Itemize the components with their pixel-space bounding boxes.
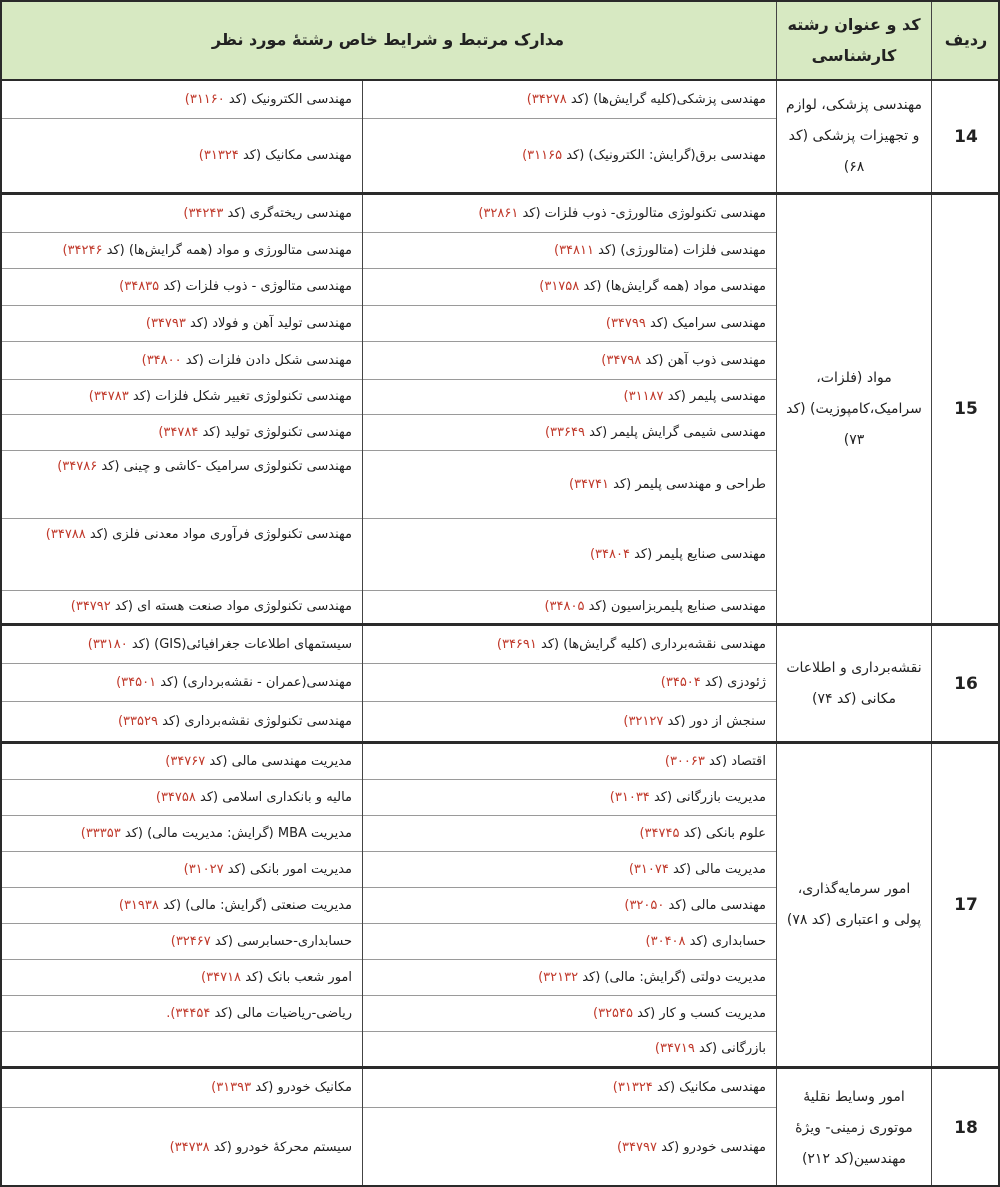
major-name: مهندسی شکل دادن فلزات (کد — [185, 352, 352, 368]
major-name: مهندسی تکنولوژی تغییر شکل فلزات (کد — [132, 389, 352, 404]
list-item — [0, 1031, 362, 1066]
other-majors-column — [0, 744, 362, 1066]
major-entry — [646, 931, 766, 953]
row-divider — [0, 623, 1000, 626]
major-name: مهندسی ریخته‌گری (کد — [227, 205, 352, 221]
major-code: ۳۴۷۹۸) — [601, 352, 642, 368]
major-entry — [118, 711, 352, 733]
list-item — [0, 1107, 362, 1187]
list-item — [0, 590, 362, 623]
list-item — [0, 81, 362, 118]
major-name: مهندسی تکنولوژی متالورژی- ذوب فلزات (کد — [522, 205, 766, 221]
major-name: مهندسی تکنولوژی نقشه‌برداری (کد — [162, 713, 352, 729]
list-item — [0, 923, 362, 959]
header-row-number: ردیف — [944, 30, 988, 49]
field-title: نقشه‌برداری و اطلاعات مکانی (کد ۷۴) — [776, 626, 932, 741]
major-code: ۳۴۷۴۱) — [569, 476, 609, 492]
list-item — [363, 887, 776, 923]
major-name: مهندسی(عمران - نقشه‌برداری) (کد — [160, 674, 352, 690]
table-row — [0, 626, 1000, 741]
list-item — [0, 195, 362, 232]
list-item — [0, 851, 362, 887]
major-code: ۳۲۸۶۱) — [478, 205, 519, 221]
major-name: طراحی و مهندسی پلیمر (کد — [613, 476, 766, 492]
other-majors-column — [0, 1069, 362, 1187]
table-row — [0, 1069, 1000, 1187]
major-name: مهندسی متالورژی و مواد (همه گرایش‌ها) (کد — [106, 242, 352, 258]
field-title: امور وسایط نقلیهٔ موتوری زمینی- ویژهٔ مهندسین(کد ۲۱۲) — [776, 1069, 932, 1187]
major-entry — [88, 634, 352, 656]
major-entry — [116, 672, 352, 694]
major-entry — [639, 823, 766, 845]
field-title: امور سرمایه‌گذاری، پولی و اعتباری (کد ۷۸) — [776, 744, 932, 1066]
major-code: ۳۴۷۹۹) — [605, 315, 646, 331]
major-name: مهندسی صنایع پلیمربزاسیون (کد — [588, 599, 766, 614]
major-name: مهندسی فلزات (متالورژی) (کد — [598, 242, 766, 258]
major-name: مهندسی پلیمر (کد — [667, 389, 766, 404]
major-name: مهندسی ذوب آهن (کد — [645, 352, 766, 368]
major-code: ۳۴۸۳۵) — [119, 279, 160, 294]
major-code: ۳۱۰۷۴) — [628, 861, 669, 877]
table-row — [0, 81, 1000, 192]
major-name: مهندسی مکانیک (کد — [242, 147, 352, 163]
major-code: ۳۴۵۰۱) — [116, 674, 157, 690]
row-number: 18 — [954, 1118, 978, 1138]
major-code: ۳۴۷۸۸) — [45, 527, 86, 542]
list-item — [363, 815, 776, 851]
list-item — [0, 1069, 362, 1107]
major-code: ۳۴۷۴۵) — [639, 825, 680, 841]
major-code: ۳۳۵۲۹) — [117, 713, 158, 729]
major-name: مدیریت دولتی (گرایش: مالی) (کد — [582, 969, 766, 985]
major-name: علوم بانکی (کد — [683, 825, 766, 841]
major-entry — [199, 145, 352, 167]
major-entry — [57, 456, 352, 478]
list-item — [363, 851, 776, 887]
header-related-documents: مدارک مرتبط و شرایط خاص رشتهٔ مورد نظر — [211, 30, 565, 49]
major-entry — [610, 787, 766, 809]
major-entry — [142, 350, 352, 372]
major-name: مهندسی برق(گرایش: الکترونیک) (کد — [566, 147, 766, 163]
list-item — [363, 779, 776, 815]
row-divider — [0, 192, 1000, 195]
major-name: مهندسی متالوژی - ذوب فلزات (کد — [163, 279, 352, 294]
table-row — [0, 744, 1000, 1066]
major-name: سیستم محرکهٔ خودرو (کد — [213, 1139, 352, 1155]
major-name: مهندسی تکنولوژی سرامیک -کاشی و چینی (کد — [101, 459, 352, 474]
major-entry — [166, 1003, 352, 1025]
major-name: مهندسی شیمی گرایش پلیمر (کد — [589, 424, 766, 440]
major-entry — [538, 967, 766, 989]
major-code: ۳۱۹۳۸) — [118, 897, 159, 913]
list-item — [363, 305, 776, 341]
major-name: مالیه و بانکداری اسلامی (کد — [200, 789, 352, 805]
major-entry — [590, 544, 766, 566]
major-entry — [46, 524, 352, 546]
list-item — [363, 414, 776, 450]
major-code: ۳۰۰۶۳) — [664, 753, 705, 769]
list-item — [0, 305, 362, 341]
list-item — [363, 341, 776, 379]
major-code: ۳۱۳۲۴) — [198, 147, 239, 163]
row-number: 17 — [954, 895, 978, 915]
major-code: ۳۴۸۱۱) — [554, 242, 594, 258]
list-item — [0, 959, 362, 995]
list-item — [363, 268, 776, 305]
list-item — [363, 118, 776, 192]
major-entry — [171, 931, 352, 953]
major-entry — [601, 350, 766, 372]
major-entry — [539, 276, 766, 298]
major-name: مدیریت بازرگانی (کد — [653, 789, 766, 805]
major-name: مهندسی نقشه‌برداری (کلیه گرایش‌ها) (کد — [541, 636, 766, 652]
major-code: ۳۴۷۸۳) — [88, 389, 129, 404]
table-header — [0, 0, 1000, 79]
major-name: مهندسی سرامیک (کد — [650, 315, 766, 331]
list-item — [0, 815, 362, 851]
major-entry — [89, 386, 352, 408]
major-name: مهندسی مواد (همه گرایش‌ها) (کد — [583, 279, 766, 294]
list-item — [363, 590, 776, 623]
major-entry — [146, 313, 352, 335]
major-name: سنجش از دور (کد — [667, 713, 766, 729]
list-item — [0, 118, 362, 192]
major-code: ۳۳۱۸۰) — [87, 636, 128, 652]
field-title: مواد (فلزات، سرامیک،کامپوزیت) (کد ۷۳) — [776, 195, 932, 623]
major-name: امور شعب بانک (کد — [245, 969, 352, 985]
major-name: مهندسی پزشکی(کلیه گرایش‌ها) (کد — [570, 91, 766, 107]
major-entry — [527, 89, 766, 111]
major-code: ۳۱۰۳۴) — [609, 789, 650, 805]
major-entry — [554, 240, 766, 262]
major-entry — [545, 422, 766, 444]
major-name: مدیریت کسب و کار (کد — [637, 1005, 766, 1021]
major-entry — [211, 1077, 352, 1099]
major-name: مدیریت مهندسی مالی (کد — [209, 753, 352, 769]
list-item — [0, 379, 362, 414]
major-entry — [156, 787, 352, 809]
major-code: ۳۱۱۶۵) — [522, 147, 563, 163]
other-majors-column — [0, 195, 362, 623]
list-item — [0, 701, 362, 741]
major-code: ۳۴۷۹۳) — [145, 315, 186, 331]
major-entry — [183, 203, 352, 225]
major-name: مهندسی الکترونیک (کد — [228, 91, 352, 107]
list-item — [363, 959, 776, 995]
list-item — [363, 379, 776, 414]
row-number: 15 — [954, 399, 978, 419]
major-code: ۳۲۱۲۷) — [623, 713, 664, 729]
major-code: ۳۳۳۵۳) — [80, 825, 121, 841]
related-majors-column — [362, 744, 776, 1066]
major-code: ۳۴۴۵۴). — [166, 1005, 211, 1021]
major-entry — [201, 967, 352, 989]
list-item — [363, 232, 776, 268]
major-name: مهندسی صنایع پلیمر (کد — [634, 546, 766, 562]
major-name: ژئودزی (کد — [704, 674, 766, 690]
major-entry — [185, 89, 352, 111]
major-name: ریاضی-ریاضیات مالی (کد — [214, 1005, 352, 1021]
major-entry — [158, 422, 352, 444]
related-majors-column — [362, 195, 776, 623]
major-entry — [593, 1003, 766, 1025]
list-item — [363, 923, 776, 959]
major-entry — [170, 1137, 352, 1159]
major-name: مهندسی مالی (کد — [668, 897, 766, 913]
major-code: ۳۲۰۵۰) — [624, 897, 665, 913]
major-code: ۳۴۷۱۸) — [201, 969, 242, 985]
major-name: مهندسی مکانیک (کد — [656, 1080, 766, 1095]
major-entry — [71, 596, 352, 618]
list-item — [0, 626, 362, 663]
list-item — [363, 744, 776, 779]
field-title: مهندسی پزشکی، لوازم و تجهیزات پزشکی (کد ۶۸) — [776, 81, 932, 192]
list-item — [0, 341, 362, 379]
list-item — [0, 268, 362, 305]
row-number: 14 — [954, 126, 978, 147]
list-item — [0, 663, 362, 701]
major-entry — [544, 596, 766, 618]
major-entry — [119, 276, 352, 298]
major-code: ۳۴۸۰۰) — [141, 352, 182, 368]
major-name: حسابداری-حسابرسی (کد — [214, 933, 352, 949]
major-entry — [62, 240, 352, 262]
major-entry — [119, 895, 352, 917]
major-code: ۳۱۰۲۷) — [183, 861, 224, 877]
list-item — [363, 518, 776, 590]
list-item — [0, 995, 362, 1031]
major-entry — [661, 672, 766, 694]
major-code: ۳۳۶۴۹) — [544, 424, 585, 440]
list-item — [0, 414, 362, 450]
list-item — [0, 232, 362, 268]
major-entry — [613, 1077, 766, 1099]
major-code: ۳۱۳۹۳) — [211, 1080, 252, 1095]
major-code: ۳۴۲۴۳) — [183, 205, 224, 221]
major-name: مهندسی تکنولوژی مواد صنعت هسته ای (کد — [114, 599, 352, 614]
major-code: ۳۴۵۰۴) — [660, 674, 701, 690]
major-name: سیستمهای اطلاعات جغرافیائی(GIS) (کد — [131, 636, 352, 652]
major-code: ۳۴۷۶۷) — [165, 753, 206, 769]
list-item — [363, 701, 776, 741]
major-entry — [629, 859, 766, 881]
major-code: ۳۴۷۹۷) — [616, 1139, 657, 1155]
major-entry — [478, 203, 766, 225]
major-entry — [655, 1038, 766, 1060]
major-code: ۳۴۷۸۶) — [57, 459, 98, 474]
major-code: ۳۴۷۹۲) — [70, 599, 111, 614]
major-name: مدیریت امور بانکی (کد — [227, 861, 352, 877]
list-item — [363, 663, 776, 701]
list-item — [363, 1107, 776, 1187]
major-code: ۳۴۷۵۸) — [155, 789, 196, 805]
major-code: ۳۴۸۰۵) — [544, 599, 585, 614]
list-item — [363, 626, 776, 663]
major-code: ۳۴۷۱۹) — [654, 1041, 695, 1056]
list-item — [0, 779, 362, 815]
list-item — [0, 887, 362, 923]
major-code: ۳۱۷۵۸) — [539, 279, 580, 294]
list-item — [0, 744, 362, 779]
major-code: ۳۴۷۳۸) — [169, 1139, 210, 1155]
list-item — [363, 195, 776, 232]
major-name: مهندسی خودرو (کد — [661, 1139, 766, 1155]
major-code: ۳۱۱۸۷) — [623, 389, 664, 404]
major-code: ۳۱۳۲۴) — [612, 1080, 653, 1095]
major-code: ۳۲۱۳۲) — [538, 969, 579, 985]
major-code: ۳۴۶۹۱) — [496, 636, 537, 652]
other-majors-column — [0, 626, 362, 741]
major-entry — [522, 145, 766, 167]
major-entry — [623, 711, 766, 733]
row-number: 16 — [954, 673, 978, 694]
list-item — [363, 995, 776, 1031]
related-majors-column — [362, 626, 776, 741]
list-item — [363, 81, 776, 118]
major-entry — [165, 751, 352, 773]
major-name: مدیریت صنعتی (گرایش: مالی) (کد — [163, 897, 352, 913]
major-entry — [497, 634, 766, 656]
major-name: حسابداری (کد — [689, 933, 766, 949]
row-divider — [0, 1066, 1000, 1069]
major-name: مهندسی تولید آهن و فولاد (کد — [190, 315, 352, 331]
list-item — [363, 1069, 776, 1107]
major-entry — [624, 895, 766, 917]
related-majors-column — [362, 1069, 776, 1187]
major-entry — [624, 386, 766, 408]
list-item — [363, 450, 776, 518]
major-entry — [617, 1137, 766, 1159]
major-name: مدیریت MBA (گرایش: مدیریت مالی) (کد — [124, 825, 352, 841]
related-majors-column — [362, 81, 776, 192]
major-code: ۳۴۸۰۴) — [589, 546, 630, 562]
row-divider — [0, 741, 1000, 744]
major-code: ۳۴۲۴۶) — [62, 242, 103, 258]
major-entry — [184, 859, 352, 881]
major-name: مهندسی تکنولوژی تولید (کد — [202, 424, 352, 440]
major-code: ۳۰۴۰۸) — [645, 933, 686, 949]
major-name: مهندسی تکنولوژی فرآوری مواد معدنی فلزی (کد — [89, 527, 352, 542]
row-divider — [0, 79, 1000, 81]
major-entry — [81, 823, 352, 845]
list-item — [363, 1031, 776, 1066]
other-majors-column — [0, 81, 362, 192]
major-name: اقتصاد (کد — [709, 753, 766, 769]
major-name: بازرگانی (کد — [699, 1041, 766, 1056]
major-name: مدیریت مالی (کد — [672, 861, 766, 877]
major-entry — [665, 751, 766, 773]
major-code: ۳۲۴۶۷) — [170, 933, 211, 949]
list-item — [0, 518, 362, 590]
major-name: مکانیک خودرو (کد — [255, 1080, 352, 1095]
major-entry — [569, 474, 766, 496]
major-code: ۳۲۵۴۵) — [593, 1005, 634, 1021]
major-code: ۳۴۷۸۴) — [158, 424, 199, 440]
major-entry — [606, 313, 766, 335]
list-item — [0, 450, 362, 518]
table-row — [0, 195, 1000, 623]
major-code: ۳۴۲۷۸) — [526, 91, 567, 107]
header-field-title: کد و عنوان رشته کارشناسی — [776, 0, 932, 79]
major-code: ۳۱۱۶۰) — [184, 91, 225, 107]
